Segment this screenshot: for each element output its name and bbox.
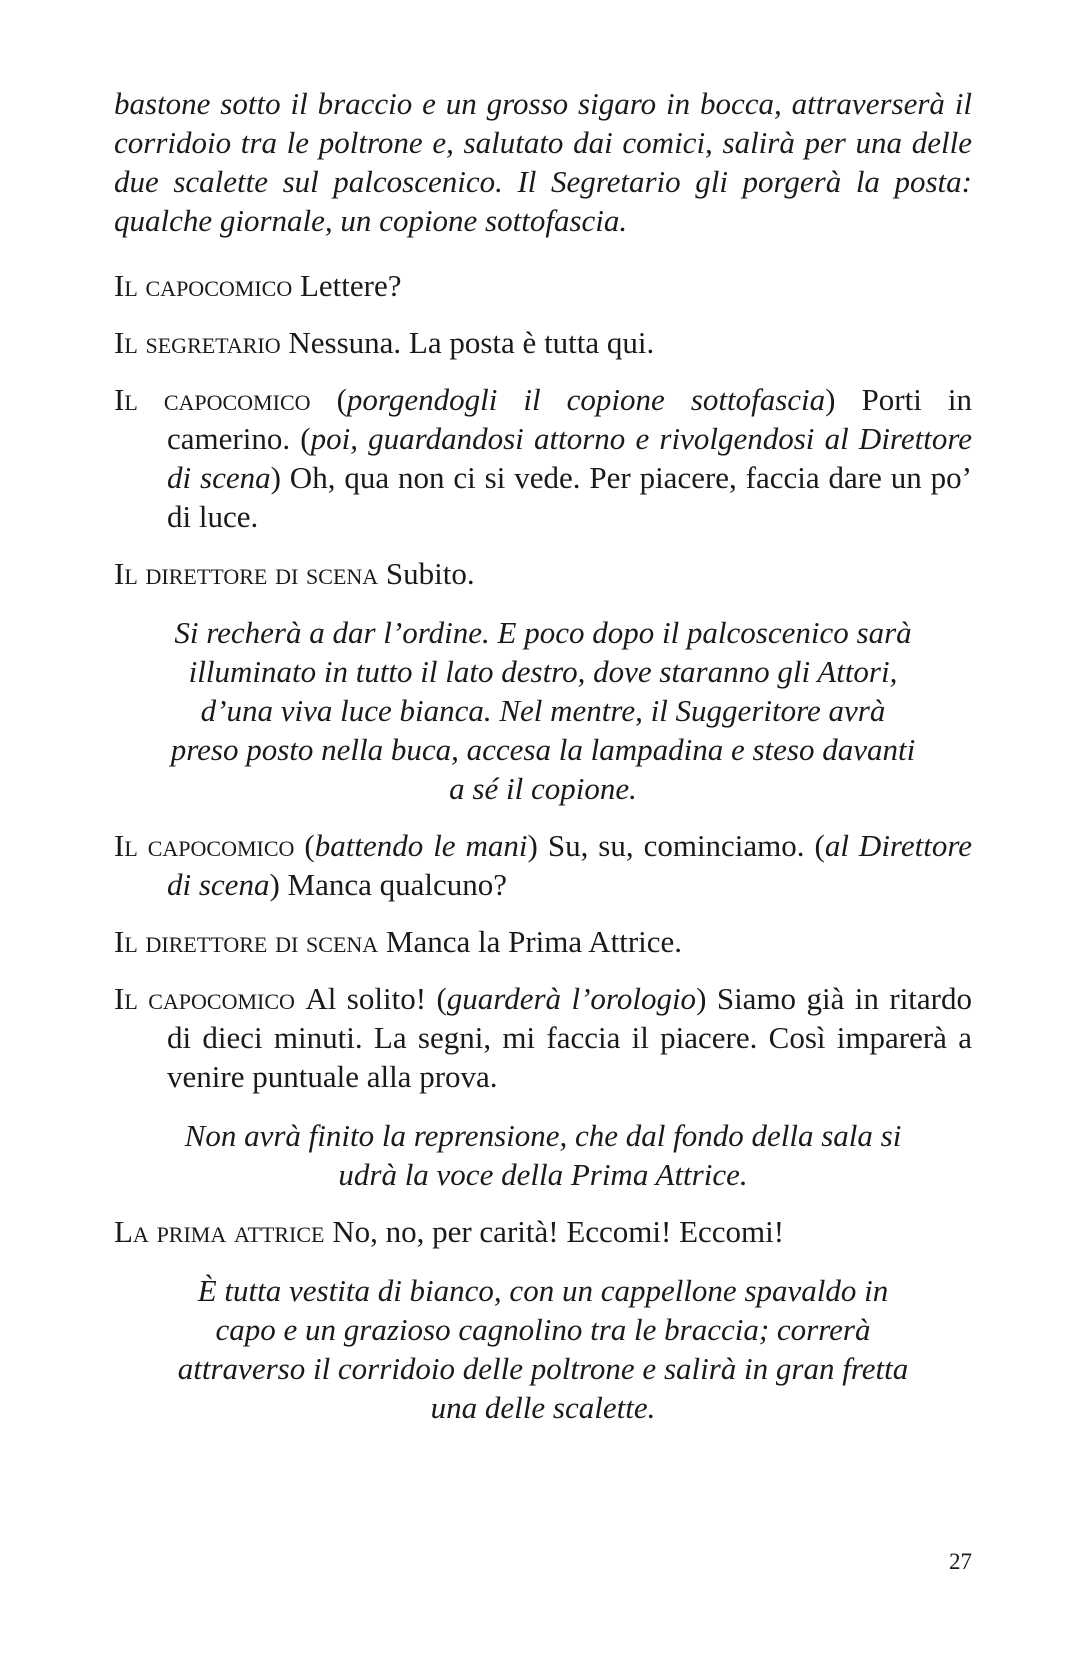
speaker-name: Il capocomico	[114, 981, 295, 1016]
speech-text: Subito.	[385, 556, 475, 591]
speech-text: Lettere?	[299, 268, 402, 303]
speech	[114, 1212, 972, 1251]
page-number: 27	[949, 1549, 972, 1574]
speaker-name: Il direttore di scena	[114, 924, 379, 959]
speaker-name: Il capocomico	[114, 268, 293, 303]
speech	[114, 554, 972, 593]
speech	[114, 826, 972, 904]
speech-text: Manca la Prima Attrice.	[385, 924, 683, 959]
page-body	[114, 84, 972, 1431]
speech	[114, 922, 972, 961]
speech-text: (	[304, 828, 315, 863]
inline-stage-direction: al Direttore di scena	[167, 828, 972, 902]
dialogue-block-2	[114, 826, 972, 1096]
stage-direction-reprimand: Non avrà finito la reprensione, che dal fondo della sala si udrà la voce della Prima Attrice.	[184, 1118, 902, 1192]
speech-text: ) Manca qualcuno?	[269, 867, 508, 902]
speech	[114, 380, 972, 536]
inline-stage-direction: battendo le mani	[314, 828, 528, 863]
speaker-name: Il capocomico	[114, 382, 311, 417]
speaker-name: Il segretario	[114, 325, 281, 360]
inline-stage-direction: porgendogli il copione sottofascia	[346, 382, 826, 417]
speaker-name: La prima attrice	[114, 1214, 325, 1249]
speaker-name: Il direttore di scena	[114, 556, 379, 591]
speech	[114, 266, 972, 305]
speech-text: Nessuna. La posta è tutta qui.	[288, 325, 655, 360]
speech	[114, 979, 972, 1096]
speech-text: Al solito! (	[305, 981, 447, 1016]
speech-text: (	[336, 382, 347, 417]
dialogue-block-1	[114, 266, 972, 593]
speech-text: ) Su, su, cominciamo. (	[527, 828, 825, 863]
speech-text: ) Siamo già in ritardo di dieci minuti. La segni, mi faccia il piacere. Così imparerà a venire puntuale alla prova.	[167, 981, 972, 1094]
opening-stage-direction: bastone sotto il braccio e un grosso sigaro in bocca, attraverserà il corridoio tra le poltrone e, salutato dai comici, salirà per una delle due scalette sul palcoscenico. Il Segretario gli porgerà la posta: qualche giornale, un copione sottofascia.	[114, 86, 972, 238]
speech-text: ) Porti in camerino. (	[167, 382, 973, 456]
inline-stage-direction: guarderà l’orologio	[446, 981, 697, 1016]
stage-direction-lights: Si recherà a dar l’ordine. E poco dopo il palcoscenico sarà illuminato in tutto il lato destro, dove staranno gli Attori, d’una viva luce bianca. Nel mentre, il Suggeritore avrà preso posto nella buca, accesa la lampadina e steso davanti a sé il copione.	[170, 615, 916, 806]
inline-stage-direction: poi, guardandosi attorno e rivolgendosi al Direttore di scena	[167, 421, 972, 495]
speech	[114, 323, 972, 362]
speech-text: No, no, per carità! Eccomi! Eccomi!	[332, 1214, 785, 1249]
dialogue-block-3	[114, 1212, 972, 1251]
speech-text: ) Oh, qua non ci si vede. Per piacere, faccia dare un po’ di luce.	[167, 460, 972, 534]
speaker-name: Il capocomico	[114, 828, 295, 863]
stage-direction-entrance: È tutta vestita di bianco, con un cappellone spavaldo in capo e un grazioso cagnolino tra le braccia; correrà attraverso il corridoio delle poltrone e salirà in gran fretta una delle scalette.	[177, 1273, 909, 1425]
